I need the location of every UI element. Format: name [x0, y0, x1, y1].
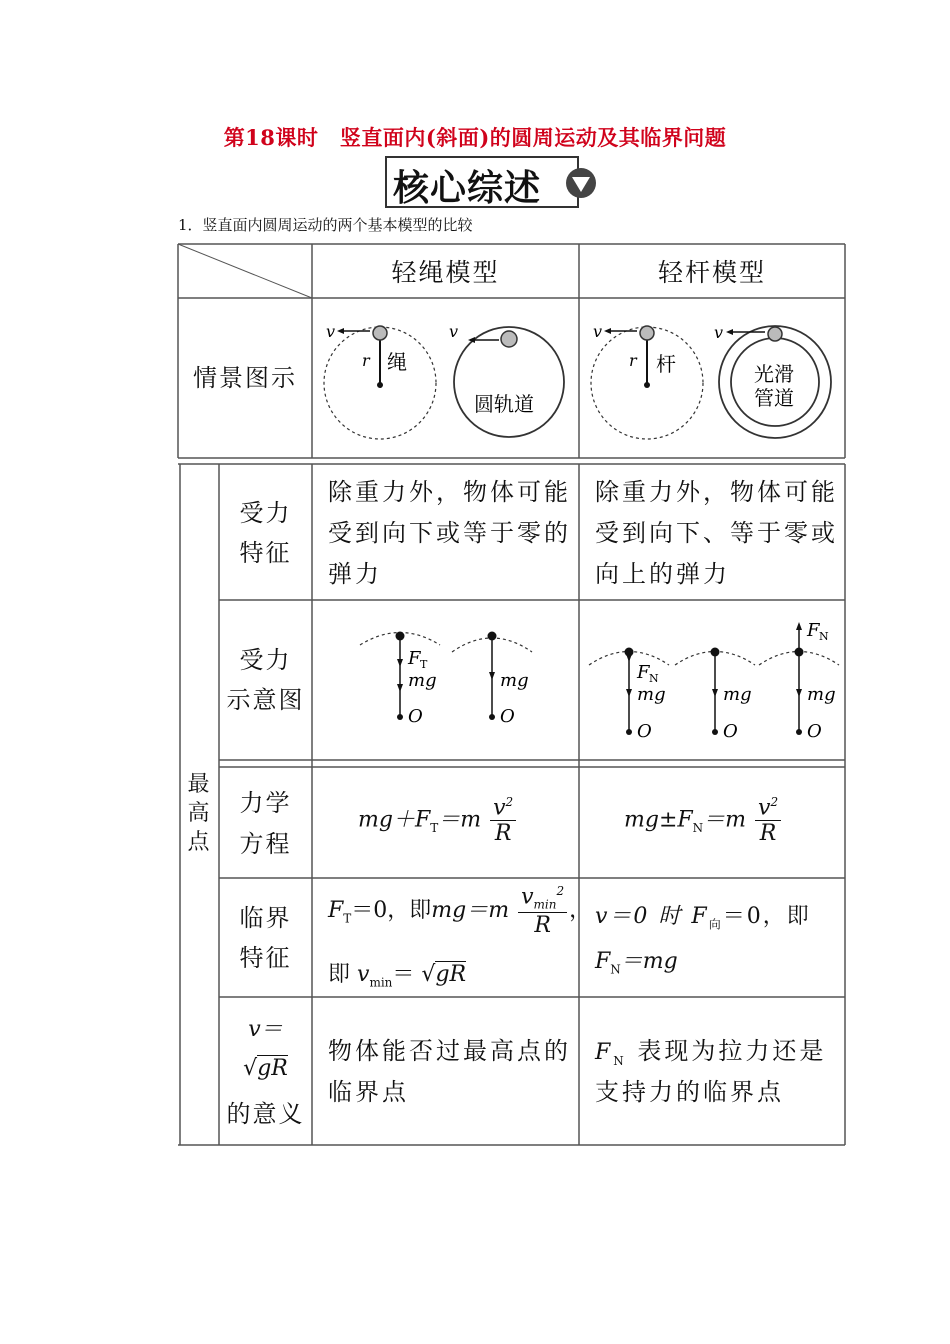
- rod-eq-fraction: [755, 795, 781, 846]
- track-v-label: v: [449, 322, 459, 341]
- rope-force-char-line-3: 弹力: [328, 560, 382, 588]
- critical-label-1: 临界: [239, 904, 292, 932]
- tube-label-line1: 光滑: [754, 362, 794, 386]
- sqrt-icon: √: [243, 1056, 258, 1081]
- rod-force-char-line-1: 除重力外，物体可能: [595, 478, 838, 506]
- rod-v-label: v: [593, 322, 603, 341]
- o-label-2: O: [500, 706, 515, 727]
- rope-crit-den: R: [534, 912, 551, 938]
- rod-crit-a: v＝0 时: [595, 904, 683, 929]
- fn-label-b: F: [807, 620, 820, 641]
- mg-label-1: mg: [408, 670, 437, 691]
- scene-row-label: 情景图示: [193, 364, 297, 392]
- rod-crit-b: F: [691, 904, 709, 929]
- rope-crit-num-sup: 2: [556, 884, 565, 898]
- mg-label-2: mg: [500, 670, 529, 691]
- rope-eq-num: v: [493, 795, 506, 821]
- rope-crit-num: v: [521, 884, 534, 910]
- rod-meaning-fn-sub: N: [613, 1053, 627, 1068]
- rod-crit-c: ＝0，即: [722, 904, 811, 929]
- rope-meaning-line-2: 临界点: [328, 1078, 409, 1106]
- rope-meaning-line-1: 物体能否过最高点的: [328, 1037, 571, 1065]
- force-diagram-label-1: 受力: [239, 646, 292, 674]
- meaning-label-3: 的意义: [226, 1100, 305, 1128]
- o-label-3: O: [637, 721, 652, 742]
- rod-eq-sub: N: [692, 821, 704, 836]
- ft-sub: T: [420, 658, 428, 671]
- rod-force-char-line-3: 向上的弹力: [595, 560, 730, 588]
- rope-eq-fraction: [490, 795, 516, 846]
- rope-crit-c: mg＝m: [431, 897, 510, 923]
- rod-label: 杆: [656, 352, 676, 376]
- rod-critical-line-1: [595, 899, 811, 932]
- rope-critical-line-2: [328, 957, 466, 989]
- ft-label: F: [408, 648, 421, 669]
- fn-label-a: F: [637, 662, 650, 683]
- rope-ball: [373, 326, 387, 340]
- header-rope-model: 轻绳模型: [391, 258, 500, 287]
- rod-meaning-line-2: 支持力的临界点: [595, 1078, 784, 1106]
- rope-force-char-line-2: 受到向下或等于零的: [328, 519, 571, 547]
- rod-eq-eq: ＝m: [703, 807, 747, 833]
- rod-eq-num: v: [758, 795, 771, 821]
- rod-eq-den: R: [759, 821, 777, 847]
- section-heading: 1．竖直面内圆周运动的两个基本模型的比较: [178, 216, 473, 234]
- meaning-label-2: [219, 1056, 312, 1081]
- rope-velocity-arrowhead: [337, 328, 344, 334]
- rope-critical-line-1: [328, 884, 591, 938]
- equation-label-2: 方程: [239, 830, 292, 858]
- rope-crit-b: ＝0，即: [351, 897, 432, 923]
- force-diagram-label-2: 示意图: [226, 686, 305, 714]
- rope-crit-a: F: [328, 897, 344, 923]
- o-label-5: O: [807, 721, 822, 742]
- rope-eq-sub: T: [430, 821, 439, 836]
- rope-crit-sqrt: gR: [435, 962, 467, 987]
- rope-eq-lhs: mg＋F: [358, 807, 431, 833]
- rope-crit-fraction: [518, 884, 567, 938]
- rope-crit-f: ＝: [392, 962, 415, 987]
- page-title: 第18课时 竖直面内(斜面)的圆周运动及其临界问题: [223, 125, 727, 150]
- force-char-label-2: 特征: [239, 539, 292, 567]
- rod-r-label: r: [629, 351, 637, 370]
- rod-equation: [624, 795, 783, 846]
- rod-force-char-line-2: 受到向下、等于零或: [595, 519, 838, 547]
- rope-crit-a-sub: T: [343, 911, 352, 926]
- meaning-label-1: v＝: [248, 1017, 283, 1042]
- tube-velocity-arrowhead: [726, 329, 733, 335]
- rod-crit-e: ＝mg: [620, 949, 678, 974]
- rod-meaning-fn: F: [595, 1040, 614, 1065]
- sqrt-icon: √: [421, 962, 436, 987]
- equation-label-1: 力学: [239, 789, 292, 817]
- rope-crit-num-sub: min: [533, 897, 557, 912]
- rod-force-diagram: [579, 600, 845, 760]
- critical-label-2: 特征: [239, 944, 292, 972]
- fn-sub-b: N: [819, 630, 829, 643]
- rope-crit-d: 即: [328, 962, 351, 987]
- rope-crit-comma: ，: [569, 897, 592, 923]
- o-label-1: O: [408, 706, 423, 727]
- rope-r-label: r: [362, 351, 370, 370]
- rope-eq-eq: ＝m: [438, 807, 482, 833]
- rope-scene-diagram: [312, 298, 579, 458]
- rope-crit-e-sub: min: [369, 975, 393, 990]
- o-label-4: O: [723, 721, 738, 742]
- rope-label: 绳: [387, 350, 407, 374]
- meaning-sqrt: gR: [257, 1056, 288, 1081]
- track-ball: [501, 331, 517, 347]
- fn-sub-a: N: [649, 672, 659, 685]
- rope-force-diagram: [312, 600, 579, 760]
- rod-eq-sup: 2: [770, 795, 779, 809]
- rod-velocity-arrowhead: [604, 328, 611, 334]
- rope-center: [377, 382, 383, 388]
- mg-label-5: mg: [807, 684, 836, 705]
- tube-v-label: v: [714, 323, 724, 342]
- rope-v-label: v: [326, 322, 336, 341]
- rod-meaning-rest: 表现为拉力还是: [637, 1037, 827, 1065]
- rope-crit-e: v: [357, 962, 370, 987]
- mg-label-3: mg: [637, 684, 666, 705]
- rod-eq-lhs: mg±F: [624, 807, 693, 833]
- mg-label-4: mg: [723, 684, 752, 705]
- rod-critical-line-2: [595, 944, 678, 976]
- rod-center: [644, 382, 650, 388]
- rod-crit-d-sub: N: [610, 962, 621, 977]
- rope-eq-den: R: [494, 821, 512, 847]
- rod-scene-diagram: [579, 298, 845, 458]
- tube-label-line2: 管道: [754, 386, 794, 410]
- badge-label: 核心综述: [393, 168, 542, 209]
- tube-ball: [768, 327, 782, 341]
- rope-eq-sup: 2: [505, 795, 514, 809]
- track-label: 圆轨道: [474, 392, 534, 416]
- rod-crit-d: F: [595, 949, 611, 974]
- force-char-label-1: 受力: [239, 499, 292, 527]
- rope-equation: [358, 795, 518, 846]
- header-rod-model: 轻杆模型: [657, 258, 766, 287]
- top-point-label: 最高点: [187, 772, 212, 855]
- rod-crit-b-sub: 向: [708, 917, 723, 932]
- rope-force-char-line-1: 除重力外，物体可能: [328, 478, 571, 506]
- rod-ball: [640, 326, 654, 340]
